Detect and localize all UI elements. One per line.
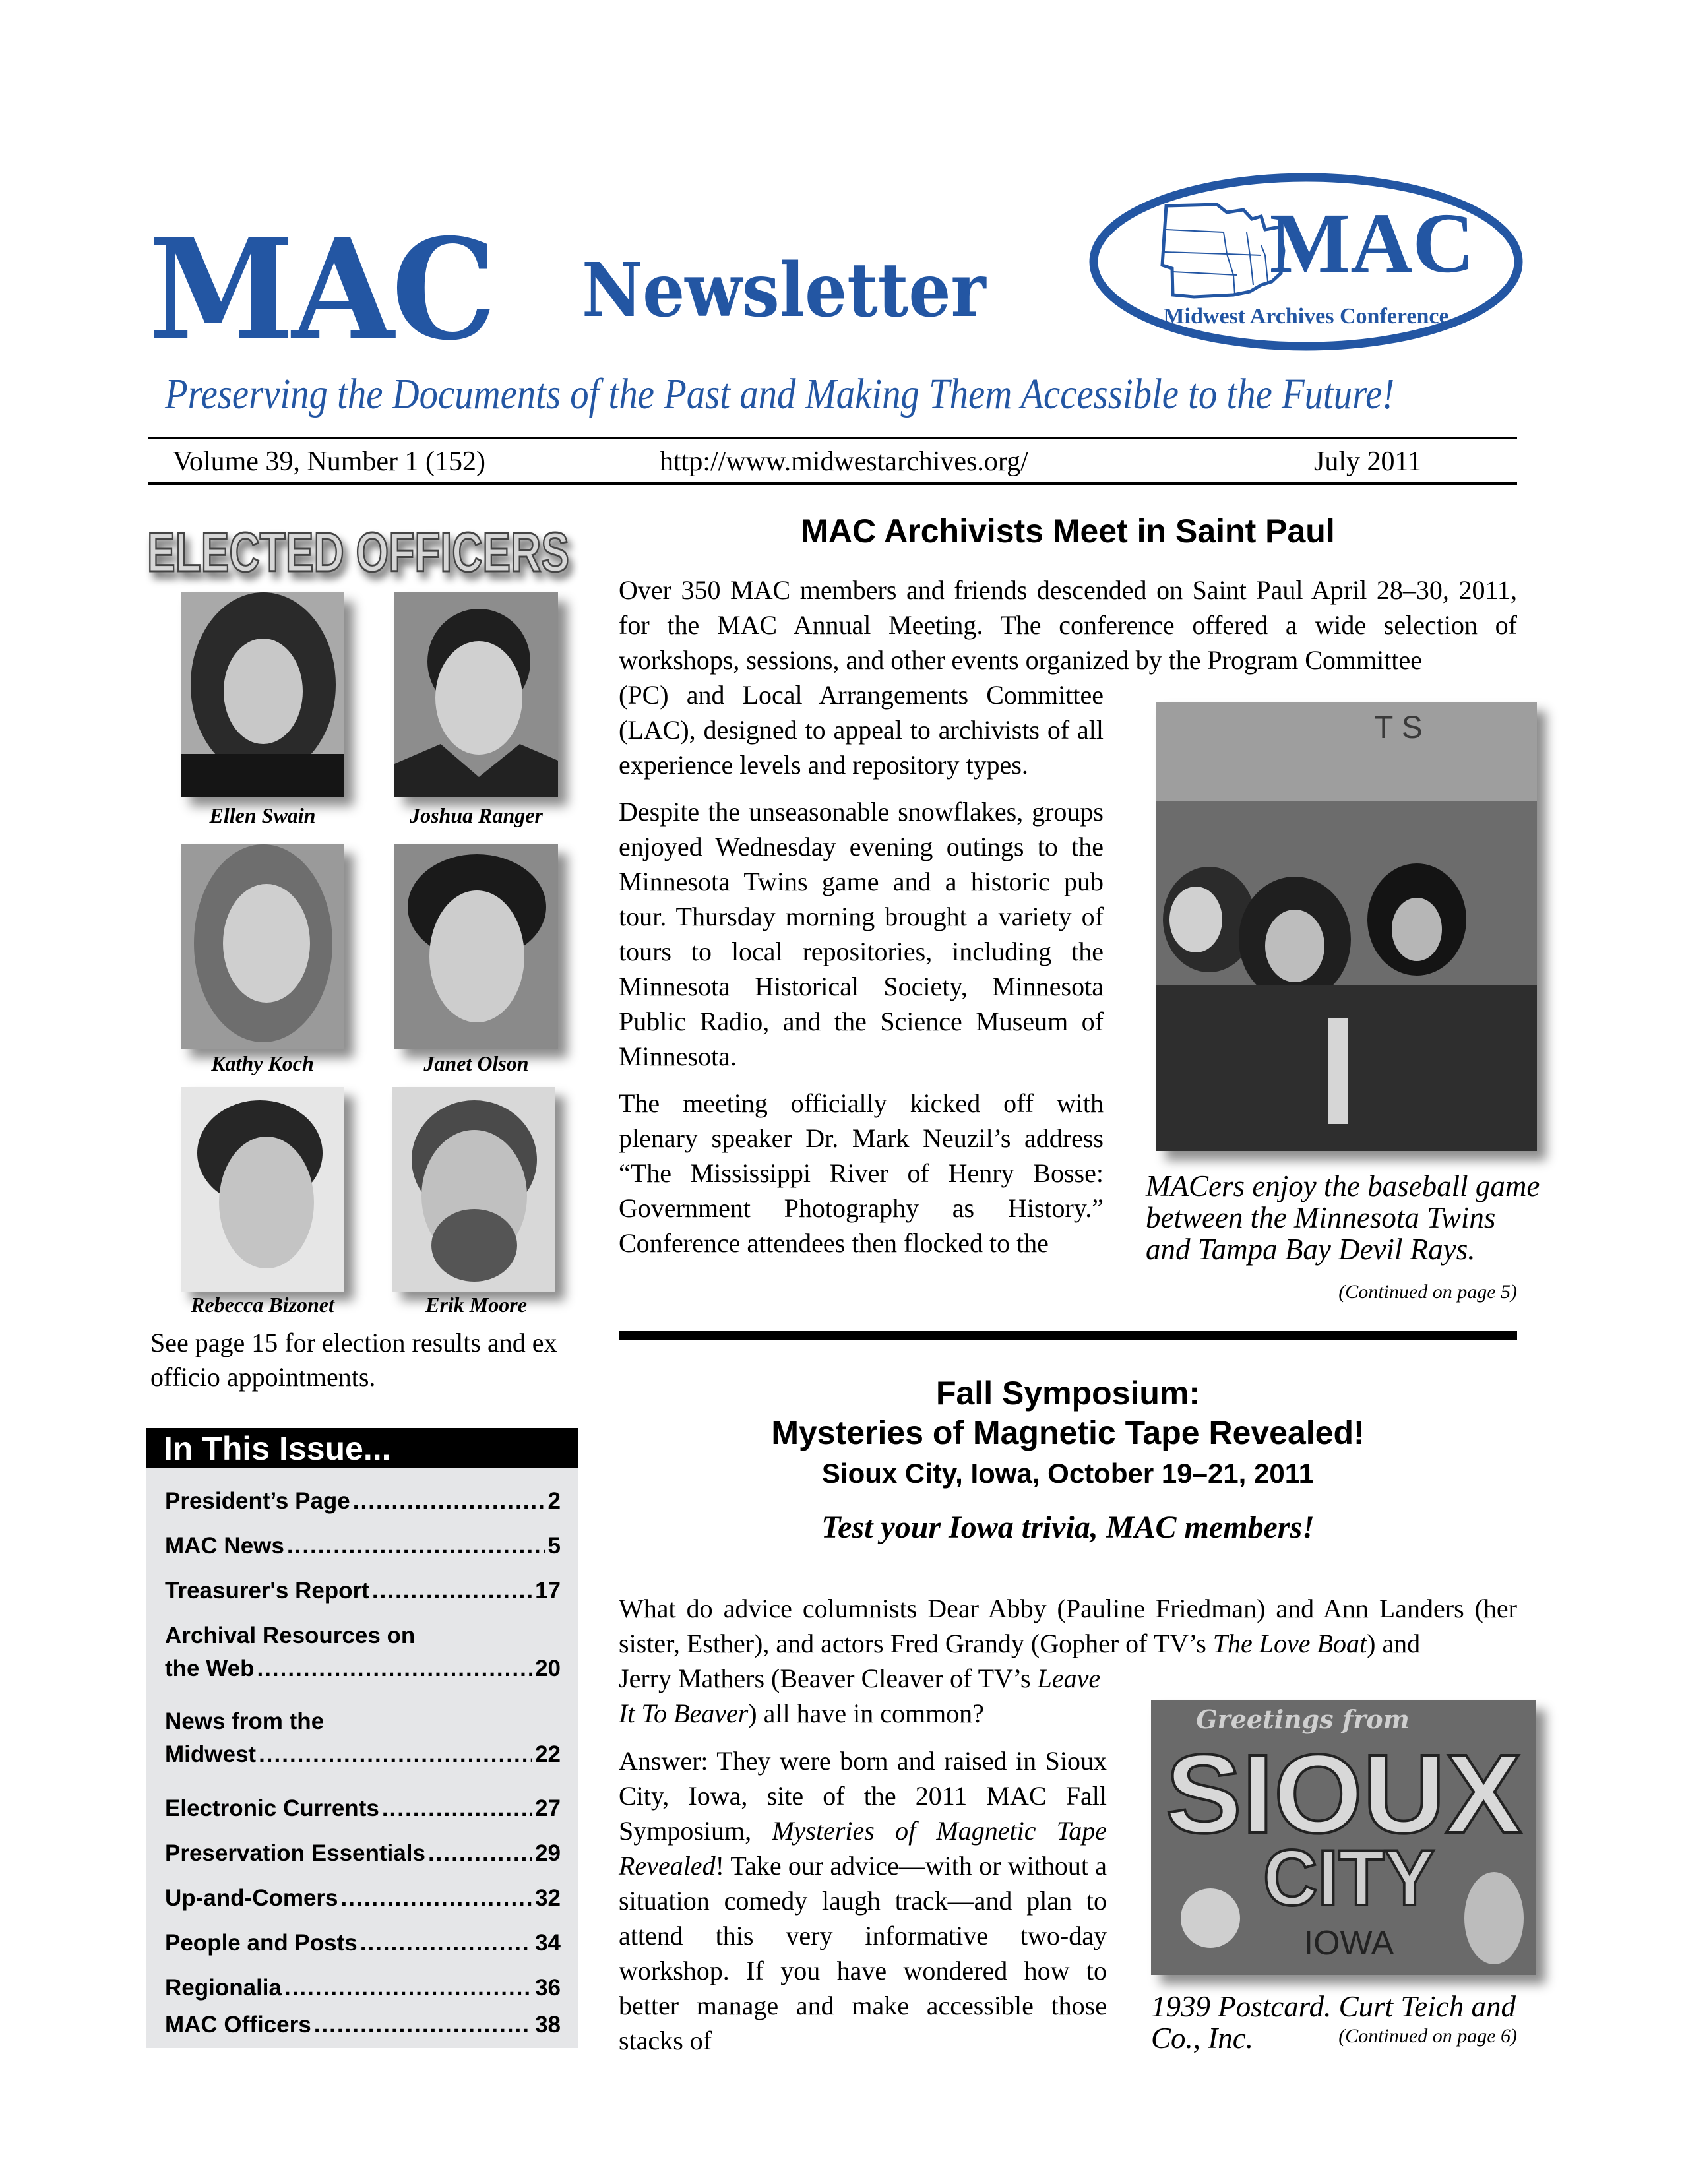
officer-name: Erik Moore (425, 1293, 527, 1317)
text-run: ) all have in common? (748, 1699, 984, 1728)
continued-link[interactable]: (Continued on page 6) (1338, 2025, 1517, 2047)
toc-item[interactable] (165, 1792, 561, 1825)
toc-leader (284, 1972, 532, 2005)
symposium-title-italic: Mysteries of Magnetic Tape Revealed (619, 1816, 1107, 1881)
toc-leader (428, 1837, 532, 1870)
sioux-city-postcard (1151, 1700, 1536, 1975)
elected-officers-title: ELECTED OFFICERS (147, 521, 569, 583)
text-run: Jerry Mathers (Beaver Cleaver of TV’s (619, 1664, 1038, 1693)
trivia-question-cont (619, 1661, 1120, 1731)
toc-label: Electronic Currents (165, 1795, 379, 1821)
toc-label: MAC Officers (165, 2012, 311, 2038)
masthead-rule-top (148, 437, 1517, 439)
toc-page: 38 (535, 2012, 561, 2038)
toc-leader (259, 1738, 532, 1771)
article-divider (619, 1331, 1517, 1340)
toc-item[interactable] (165, 1485, 561, 1518)
postcard-state: IOWA (1303, 1924, 1394, 1962)
show-title: The Love Boat (1212, 1629, 1367, 1658)
officer-name: Rebecca Bizonet (191, 1293, 334, 1317)
toc-page: 27 (535, 1795, 561, 1821)
toc-item[interactable] (165, 1619, 561, 1685)
toc-leader (341, 1882, 533, 1915)
website-link[interactable]: http://www.midwestarchives.org/ (660, 447, 1028, 477)
officer-name: Joshua Ranger (410, 803, 543, 827)
article-body (619, 677, 1104, 1272)
toc-item[interactable] (165, 1837, 561, 1870)
toc-page: 22 (535, 1741, 561, 1767)
postcard-city-word: SIOUX (1166, 1732, 1522, 1857)
toc-label: the Web (165, 1656, 255, 1681)
text-run: Answer: They were born and raised in Sioux City, Iowa, site of the 2011 MAC Fall Symposium, (619, 1746, 1107, 1846)
masthead-newsletter-title: Newsletter (582, 247, 986, 334)
election-results-note: See page 15 for election results and ex officio appointments. (150, 1328, 557, 1392)
officer-photo-rebecca-bizonet (181, 1087, 344, 1292)
article-headline: MAC Archivists Meet in Saint Paul (801, 513, 1335, 549)
toc-leader (382, 1792, 532, 1825)
toc-label: People and Posts (165, 1930, 358, 1956)
postcard-caption: 1939 Postcard. Curt Teich and Co., Inc. (1151, 1990, 1516, 2055)
toc-leader (360, 1927, 532, 1960)
toc-page: 17 (535, 1578, 561, 1604)
text-run: ! Take our advice—with or without a situation comedy laugh track—and plan to attend this very informative two-day workshop. If you have wondered how to better manage and make accessible those stacks of (619, 1851, 1107, 2055)
trivia-question (619, 1591, 1517, 1661)
toc-item[interactable] (165, 1927, 561, 1960)
issue-date: July 2011 (1314, 447, 1421, 477)
toc-item[interactable] (165, 2009, 561, 2042)
continued-link[interactable]: (Continued on page 5) (1338, 1281, 1517, 1303)
toc-label: Regionalia (165, 1975, 282, 2001)
toc-page: 20 (535, 1656, 561, 1681)
portrait-figure (1464, 1872, 1524, 1964)
officer-name: Kathy Koch (211, 1051, 314, 1075)
photo-caption: MACers enjoy the baseball game between the Minnesota Twins and Tampa Bay Devil Rays. (1146, 1170, 1540, 1266)
show-title: It To Beaver (619, 1699, 749, 1728)
trivia-kicker: Test your Iowa trivia, MAC members! (821, 1510, 1315, 1545)
toc-leader (314, 2009, 532, 2042)
toc-page: 32 (535, 1885, 561, 1911)
article-paragraph: (PC) and Local Arrangements Committee (LAC), designed to appeal to archivists of all experience levels and repository types. (619, 680, 1104, 780)
symposium-headline: Fall Symposium: (935, 1375, 1200, 1412)
officer-photo-ellen-swain (181, 592, 344, 797)
toc-item[interactable] (165, 1972, 561, 2005)
rose-icon (1181, 1888, 1240, 1948)
volume-number: Volume 39, Number 1 (152) (173, 447, 485, 477)
toc-label: MAC News (165, 1533, 284, 1559)
toc-item[interactable] (165, 1705, 561, 1771)
text-run: ) and (1367, 1629, 1421, 1658)
symposium-title: Mysteries of Magnetic Tape Revealed! (771, 1414, 1365, 1451)
toc-label: Treasurer's Report (165, 1578, 369, 1604)
toc-label-line1: News from the (165, 1708, 325, 1734)
tagline: Preserving the Documents of the Past and Making Them Accessible to the Future! (165, 370, 1395, 418)
toc-label: Midwest (165, 1741, 257, 1767)
postcard-greeting: Greetings from (1196, 1704, 1410, 1734)
officer-name: Janet Olson (423, 1051, 529, 1075)
show-title: Leave (1037, 1664, 1101, 1693)
officer-photo-erik-moore (392, 1087, 555, 1292)
toc-item[interactable] (165, 1530, 561, 1563)
trivia-answer (619, 1743, 1107, 2058)
logo-mac-text: MAC (1269, 196, 1475, 291)
officer-photo-janet-olson (394, 844, 558, 1049)
officer-photo-kathy-koch (181, 844, 344, 1049)
baseball-game-photo (1156, 702, 1537, 1151)
toc-page: 34 (535, 1930, 561, 1956)
mac-logo (1088, 173, 1524, 351)
stadium-sign-text: T S (1374, 710, 1423, 745)
toc-page: 36 (535, 1975, 561, 2001)
toc-label-line1: Archival Resources on (165, 1623, 416, 1648)
masthead-mac-title: MAC (148, 208, 494, 371)
toc-page: 5 (547, 1533, 561, 1559)
toc-leader (353, 1485, 545, 1518)
toc-label: Up-and-Comers (165, 1885, 338, 1911)
toc-item[interactable] (165, 1575, 561, 1607)
text-run: What do advice columnists Dear Abby (Pauline Friedman) and Ann Landers (her sister, Esther), and actors Fred Grandy (Gopher of TV’s (619, 1594, 1517, 1658)
toc-heading: In This Issue... (146, 1428, 578, 1468)
toc-label: President’s Page (165, 1488, 350, 1514)
postcard-city-word: CITY (1263, 1834, 1435, 1922)
officer-name: Ellen Swain (209, 803, 316, 827)
toc-leader (287, 1530, 545, 1563)
toc-leader (372, 1575, 532, 1607)
article-paragraph: Despite the unseasonable snowflakes, groups enjoyed Wednesday evening outings to the Minnesota Twins game and a historic pub tour. Thursday morning brought a variety of tours to local repositories, including the Minnesota Historical Society, Minnesota Public Radio, and the Science Museum of Minnesota. (619, 797, 1104, 1071)
symposium-location-date: Sioux City, Iowa, October 19–21, 2011 (821, 1458, 1315, 1489)
toc-page: 2 (547, 1488, 561, 1514)
in-this-issue-box (146, 1428, 578, 2048)
elected-officers-banner (137, 518, 579, 591)
toc-page: 29 (535, 1840, 561, 1866)
article-lead: Over 350 MAC members and friends descended on Saint Paul April 28–30, 2011, for the MAC Annual Meeting. The conference offered a wide selection of workshops, sessions, and other events organized by the Program Committee (619, 575, 1517, 675)
toc-label: Preservation Essentials (165, 1840, 425, 1866)
masthead-rule-bottom (148, 482, 1517, 485)
logo-org-name: Midwest Archives Conference (1163, 304, 1449, 328)
toc-leader (257, 1652, 532, 1685)
officer-photo-joshua-ranger (394, 592, 558, 797)
toc-item[interactable] (165, 1882, 561, 1915)
article-paragraph: The meeting officially kicked off with plenary speaker Dr. Mark Neuzil’s address “The Mississippi River of Henry Bosse: Government Photography as History.” Conference attendees then flocked to the (619, 1088, 1104, 1258)
midwest-map-icon (1162, 204, 1284, 297)
